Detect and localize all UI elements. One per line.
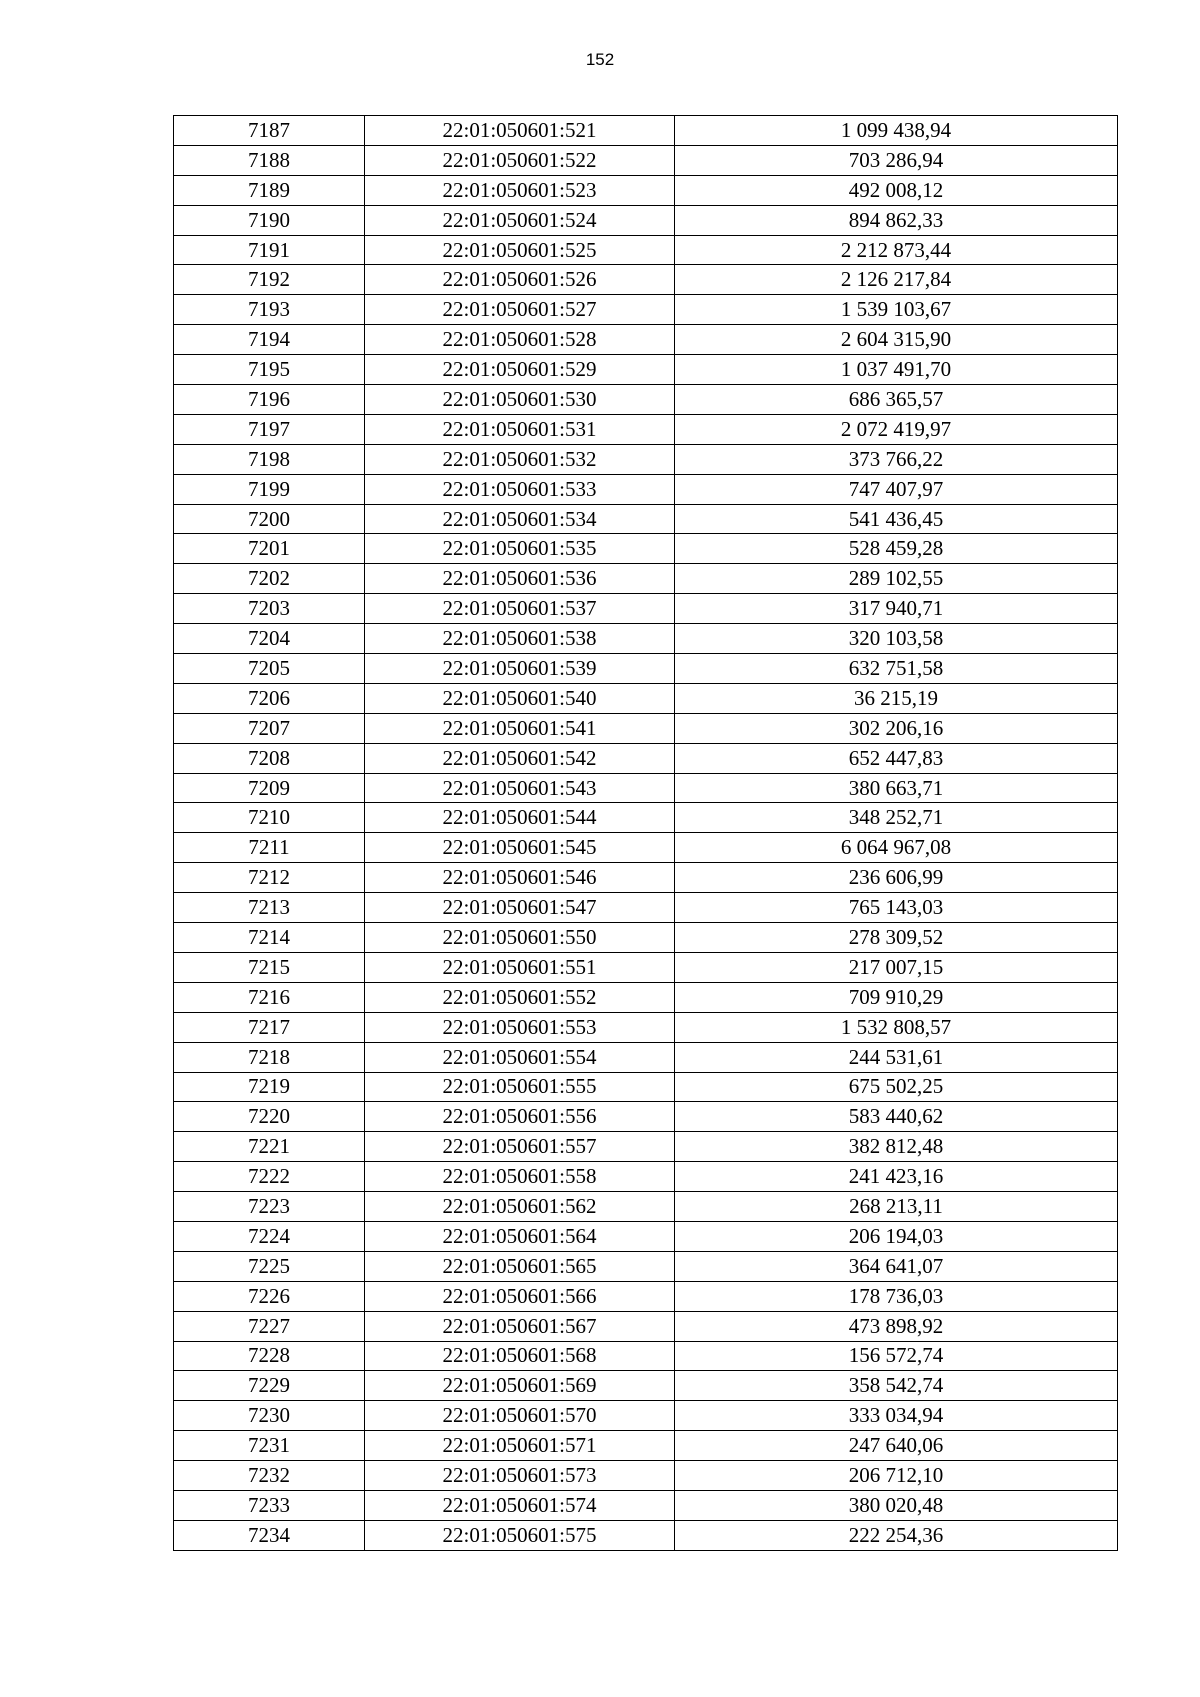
- row-number-cell: 7229: [174, 1371, 365, 1401]
- row-number-cell: 7210: [174, 803, 365, 833]
- row-number-cell: 7213: [174, 893, 365, 923]
- cadastral-number-cell: 22:01:050601:554: [365, 1042, 675, 1072]
- table-row: [174, 145, 1118, 175]
- value-cell: 1 037 491,70: [675, 355, 1118, 385]
- cadastral-number-cell: 22:01:050601:528: [365, 325, 675, 355]
- table-row: [174, 1072, 1118, 1102]
- value-cell: 320 103,58: [675, 624, 1118, 654]
- value-cell: 473 898,92: [675, 1311, 1118, 1341]
- cadastral-number-cell: 22:01:050601:545: [365, 833, 675, 863]
- table-row: [174, 414, 1118, 444]
- row-number-cell: 7223: [174, 1192, 365, 1222]
- table-row: [174, 923, 1118, 953]
- cadastral-number-cell: 22:01:050601:527: [365, 295, 675, 325]
- table-row: [174, 1401, 1118, 1431]
- row-number-cell: 7196: [174, 385, 365, 415]
- value-cell: 289 102,55: [675, 564, 1118, 594]
- value-cell: 333 034,94: [675, 1401, 1118, 1431]
- table-row: [174, 1431, 1118, 1461]
- value-cell: 206 194,03: [675, 1221, 1118, 1251]
- table-row: [174, 952, 1118, 982]
- row-number-cell: 7231: [174, 1431, 365, 1461]
- row-number-cell: 7234: [174, 1520, 365, 1550]
- table-row: [174, 385, 1118, 415]
- table-row: [174, 893, 1118, 923]
- cadastral-number-cell: 22:01:050601:541: [365, 713, 675, 743]
- row-number-cell: 7211: [174, 833, 365, 863]
- value-cell: 206 712,10: [675, 1461, 1118, 1491]
- value-cell: 178 736,03: [675, 1281, 1118, 1311]
- row-number-cell: 7216: [174, 982, 365, 1012]
- table-row: [174, 1042, 1118, 1072]
- value-cell: 348 252,71: [675, 803, 1118, 833]
- row-number-cell: 7200: [174, 504, 365, 534]
- value-cell: 1 532 808,57: [675, 1012, 1118, 1042]
- value-cell: 358 542,74: [675, 1371, 1118, 1401]
- cadastral-number-cell: 22:01:050601:543: [365, 773, 675, 803]
- row-number-cell: 7215: [174, 952, 365, 982]
- row-number-cell: 7205: [174, 654, 365, 684]
- row-number-cell: 7219: [174, 1072, 365, 1102]
- table-row: [174, 1192, 1118, 1222]
- row-number-cell: 7218: [174, 1042, 365, 1072]
- value-cell: 364 641,07: [675, 1251, 1118, 1281]
- value-cell: 747 407,97: [675, 474, 1118, 504]
- cadastral-number-cell: 22:01:050601:565: [365, 1251, 675, 1281]
- table-row: [174, 1251, 1118, 1281]
- row-number-cell: 7193: [174, 295, 365, 325]
- cadastral-number-cell: 22:01:050601:550: [365, 923, 675, 953]
- cadastral-number-cell: 22:01:050601:562: [365, 1192, 675, 1222]
- cadastral-number-cell: 22:01:050601:536: [365, 564, 675, 594]
- row-number-cell: 7197: [174, 414, 365, 444]
- value-cell: 2 212 873,44: [675, 235, 1118, 265]
- value-cell: 894 862,33: [675, 205, 1118, 235]
- row-number-cell: 7189: [174, 175, 365, 205]
- table-row: [174, 833, 1118, 863]
- row-number-cell: 7195: [174, 355, 365, 385]
- row-number-cell: 7198: [174, 444, 365, 474]
- table-row: [174, 982, 1118, 1012]
- row-number-cell: 7203: [174, 594, 365, 624]
- row-number-cell: 7187: [174, 116, 365, 146]
- table-row: [174, 1371, 1118, 1401]
- row-number-cell: 7194: [174, 325, 365, 355]
- row-number-cell: 7209: [174, 773, 365, 803]
- value-cell: 1 539 103,67: [675, 295, 1118, 325]
- cadastral-number-cell: 22:01:050601:573: [365, 1461, 675, 1491]
- cadastral-number-cell: 22:01:050601:575: [365, 1520, 675, 1550]
- table-row: [174, 1162, 1118, 1192]
- page-number: 152: [585, 50, 615, 69]
- cadastral-number-cell: 22:01:050601:571: [365, 1431, 675, 1461]
- value-cell: 241 423,16: [675, 1162, 1118, 1192]
- cadastral-number-cell: 22:01:050601:539: [365, 654, 675, 684]
- value-cell: 2 072 419,97: [675, 414, 1118, 444]
- table-row: [174, 1311, 1118, 1341]
- row-number-cell: 7207: [174, 713, 365, 743]
- table-row: [174, 863, 1118, 893]
- cadastral-number-cell: 22:01:050601:568: [365, 1341, 675, 1371]
- value-cell: 244 531,61: [675, 1042, 1118, 1072]
- table-row: [174, 683, 1118, 713]
- value-cell: 652 447,83: [675, 743, 1118, 773]
- cadastral-number-cell: 22:01:050601:564: [365, 1221, 675, 1251]
- cadastral-number-cell: 22:01:050601:552: [365, 982, 675, 1012]
- table-row: [174, 1012, 1118, 1042]
- table-row: [174, 175, 1118, 205]
- cadastral-number-cell: 22:01:050601:525: [365, 235, 675, 265]
- table-row: [174, 594, 1118, 624]
- cadastral-number-cell: 22:01:050601:538: [365, 624, 675, 654]
- row-number-cell: 7233: [174, 1490, 365, 1520]
- value-cell: 236 606,99: [675, 863, 1118, 893]
- cadastral-number-cell: 22:01:050601:540: [365, 683, 675, 713]
- row-number-cell: 7226: [174, 1281, 365, 1311]
- row-number-cell: 7199: [174, 474, 365, 504]
- table-row: [174, 325, 1118, 355]
- value-cell: 1 099 438,94: [675, 116, 1118, 146]
- table-row: [174, 534, 1118, 564]
- table-row: [174, 1132, 1118, 1162]
- value-cell: 217 007,15: [675, 952, 1118, 982]
- value-cell: 632 751,58: [675, 654, 1118, 684]
- table-row: [174, 1281, 1118, 1311]
- cadastral-number-cell: 22:01:050601:574: [365, 1490, 675, 1520]
- cadastral-number-cell: 22:01:050601:522: [365, 145, 675, 175]
- value-cell: 317 940,71: [675, 594, 1118, 624]
- value-cell: 709 910,29: [675, 982, 1118, 1012]
- value-cell: 380 663,71: [675, 773, 1118, 803]
- table-row: [174, 1490, 1118, 1520]
- cadastral-number-cell: 22:01:050601:558: [365, 1162, 675, 1192]
- cadastral-number-cell: 22:01:050601:535: [365, 534, 675, 564]
- table-row: [174, 444, 1118, 474]
- row-number-cell: 7202: [174, 564, 365, 594]
- cadastral-number-cell: 22:01:050601:521: [365, 116, 675, 146]
- value-cell: 765 143,03: [675, 893, 1118, 923]
- table-row: [174, 116, 1118, 146]
- cadastral-number-cell: 22:01:050601:531: [365, 414, 675, 444]
- row-number-cell: 7217: [174, 1012, 365, 1042]
- table-row: [174, 474, 1118, 504]
- cadastral-number-cell: 22:01:050601:523: [365, 175, 675, 205]
- row-number-cell: 7220: [174, 1102, 365, 1132]
- cadastral-number-cell: 22:01:050601:566: [365, 1281, 675, 1311]
- row-number-cell: 7214: [174, 923, 365, 953]
- value-cell: 2 604 315,90: [675, 325, 1118, 355]
- cadastral-number-cell: 22:01:050601:530: [365, 385, 675, 415]
- table-row: [174, 355, 1118, 385]
- table-body: [174, 116, 1118, 1551]
- cadastral-number-cell: 22:01:050601:537: [365, 594, 675, 624]
- value-cell: 686 365,57: [675, 385, 1118, 415]
- cadastral-number-cell: 22:01:050601:542: [365, 743, 675, 773]
- cadastral-number-cell: 22:01:050601:529: [365, 355, 675, 385]
- value-cell: 247 640,06: [675, 1431, 1118, 1461]
- table-row: [174, 1520, 1118, 1550]
- cadastral-number-cell: 22:01:050601:567: [365, 1311, 675, 1341]
- table-row: [174, 564, 1118, 594]
- table-row: [174, 1102, 1118, 1132]
- row-number-cell: 7208: [174, 743, 365, 773]
- row-number-cell: 7192: [174, 265, 365, 295]
- cadastral-number-cell: 22:01:050601:532: [365, 444, 675, 474]
- row-number-cell: 7222: [174, 1162, 365, 1192]
- value-cell: 156 572,74: [675, 1341, 1118, 1371]
- row-number-cell: 7221: [174, 1132, 365, 1162]
- table-row: [174, 265, 1118, 295]
- cadastral-number-cell: 22:01:050601:544: [365, 803, 675, 833]
- row-number-cell: 7204: [174, 624, 365, 654]
- table-row: [174, 624, 1118, 654]
- row-number-cell: 7188: [174, 145, 365, 175]
- row-number-cell: 7190: [174, 205, 365, 235]
- value-cell: 380 020,48: [675, 1490, 1118, 1520]
- value-cell: 302 206,16: [675, 713, 1118, 743]
- row-number-cell: 7212: [174, 863, 365, 893]
- table-row: [174, 743, 1118, 773]
- row-number-cell: 7225: [174, 1251, 365, 1281]
- row-number-cell: 7230: [174, 1401, 365, 1431]
- row-number-cell: 7201: [174, 534, 365, 564]
- value-cell: 278 309,52: [675, 923, 1118, 953]
- value-cell: 382 812,48: [675, 1132, 1118, 1162]
- cadastral-number-cell: 22:01:050601:553: [365, 1012, 675, 1042]
- row-number-cell: 7224: [174, 1221, 365, 1251]
- value-cell: 6 064 967,08: [675, 833, 1118, 863]
- value-cell: 222 254,36: [675, 1520, 1118, 1550]
- value-cell: 583 440,62: [675, 1102, 1118, 1132]
- value-cell: 36 215,19: [675, 683, 1118, 713]
- table-row: [174, 713, 1118, 743]
- table-row: [174, 773, 1118, 803]
- cadastral-number-cell: 22:01:050601:534: [365, 504, 675, 534]
- value-cell: 492 008,12: [675, 175, 1118, 205]
- value-cell: 703 286,94: [675, 145, 1118, 175]
- value-cell: 675 502,25: [675, 1072, 1118, 1102]
- table-row: [174, 1221, 1118, 1251]
- cadastral-number-cell: 22:01:050601:547: [365, 893, 675, 923]
- table-row: [174, 803, 1118, 833]
- cadastral-number-cell: 22:01:050601:569: [365, 1371, 675, 1401]
- table-row: [174, 504, 1118, 534]
- data-table: [173, 115, 1118, 1551]
- cadastral-number-cell: 22:01:050601:533: [365, 474, 675, 504]
- cadastral-number-cell: 22:01:050601:524: [365, 205, 675, 235]
- cadastral-number-cell: 22:01:050601:557: [365, 1132, 675, 1162]
- value-cell: 373 766,22: [675, 444, 1118, 474]
- table-row: [174, 1341, 1118, 1371]
- value-cell: 2 126 217,84: [675, 265, 1118, 295]
- table-row: [174, 654, 1118, 684]
- value-cell: 528 459,28: [675, 534, 1118, 564]
- row-number-cell: 7206: [174, 683, 365, 713]
- cadastral-number-cell: 22:01:050601:555: [365, 1072, 675, 1102]
- cadastral-number-cell: 22:01:050601:556: [365, 1102, 675, 1132]
- value-cell: 268 213,11: [675, 1192, 1118, 1222]
- table-row: [174, 295, 1118, 325]
- value-cell: 541 436,45: [675, 504, 1118, 534]
- cadastral-number-cell: 22:01:050601:570: [365, 1401, 675, 1431]
- table-row: [174, 235, 1118, 265]
- cadastral-number-cell: 22:01:050601:546: [365, 863, 675, 893]
- row-number-cell: 7232: [174, 1461, 365, 1491]
- table-row: [174, 1461, 1118, 1491]
- cadastral-number-cell: 22:01:050601:526: [365, 265, 675, 295]
- row-number-cell: 7228: [174, 1341, 365, 1371]
- row-number-cell: 7227: [174, 1311, 365, 1341]
- cadastral-number-cell: 22:01:050601:551: [365, 952, 675, 982]
- row-number-cell: 7191: [174, 235, 365, 265]
- table-row: [174, 205, 1118, 235]
